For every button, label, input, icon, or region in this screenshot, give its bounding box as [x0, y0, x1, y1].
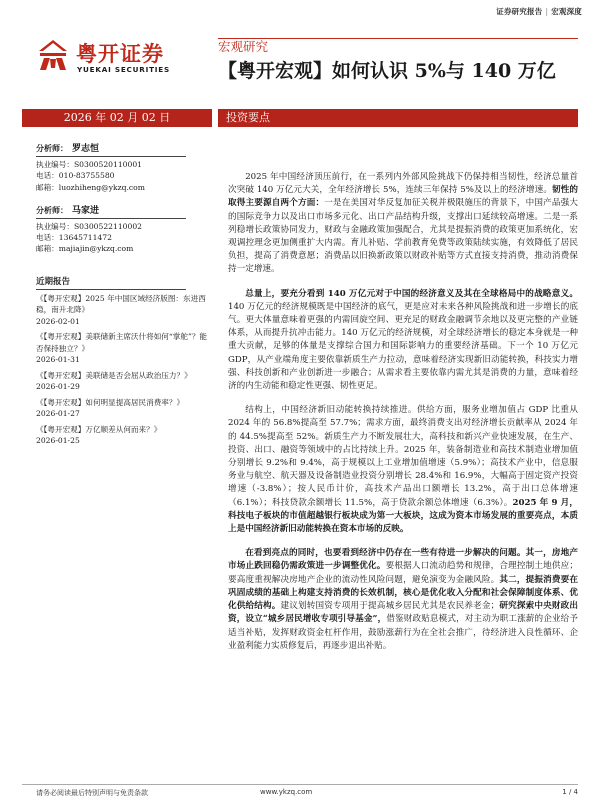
analyst-name: 马家进 [72, 205, 100, 216]
brand-logo [36, 38, 211, 78]
recent-report-item[interactable]: 《【粤开宏观】万亿顺差从何而来？》 2026-01-25 [36, 424, 162, 446]
analyst-header [36, 143, 186, 157]
recent-report-item[interactable]: 《【粤开宏观】2025 年中国区域经济版图：东进西稳，南升北降》 2026-02-01 [36, 293, 206, 326]
analyst-name: 罗志恒 [72, 144, 100, 154]
page-title: 【粤开宏观】如何认识 5%与 140 万亿 [218, 60, 556, 82]
analyst-card [36, 205, 212, 255]
analyst-label: 分析师： [36, 144, 68, 153]
footer-disclaimer[interactable]: 请务必阅读最后特别声明与免责条款 [36, 789, 148, 797]
recent-report-item[interactable]: 《【粤开宏观】如何明显提高居民消费率？》 2026-01-27 [36, 397, 185, 419]
footer-url[interactable]: www.ykzq.com [260, 788, 313, 796]
body-paragraph: 结构上，中国经济新旧动能转换持续推进。供给方面，服务业增加值占 GDP 比重从 2024 年的 56.8%提高至 57.7%；需求方面，最终消费支出对经济增长贡献率从 2024 年的 44.5%提高至 52%。新质生产力不断发展壮大，高科技和新兴产业快速发展，在生产、投资、出口、融资等领域中的占比持续上升。2025 年，装备制造业和高技术制造业增加值分别增长 9.2%和 9.4%，高于规模以上工业增加值增速（5.9%）；高技术产业中，信息服务业与航空、航天器及设备制造业投资分别增长 28.4%和 16.9%，大幅高于固定资产投资增速（-3.8%）；按人民币计价，高技术产品出口额增长 13.2%，高于出口总体增速（6.1%）；科技贷款余额增长 11.5%，高于贷款余额总体增速（6.3%）。2025 年 9 月，科技电子板块的市值超越银行板块成为第一大板块，这成为资本市场发展的重要亮点，本质上是中国经济新旧动能转换在资本市场的反映。 [228, 405, 578, 535]
recent-report-item[interactable]: 《【粤开宏观】美联储是否会屈从政治压力？》 2026-01-29 [36, 370, 192, 392]
analyst-cert: 执业编号：S0300520110001 [36, 160, 142, 170]
report-subtype: 宏观深度 [551, 7, 582, 16]
analyst-email[interactable]: 邮箱：luozhiheng@ykzq.com [36, 182, 145, 192]
footer-divider [22, 784, 578, 785]
recent-report-item[interactable]: 《【粤开宏观】美联储新主席沃什将如何“掌舵”？能否保持独立？》 2026-01-31 [36, 332, 208, 365]
recent-reports-heading: 近期报告 [36, 277, 186, 290]
section-heading: 投资要点 [218, 109, 578, 127]
tag-separator: | [545, 7, 549, 16]
report-category: 宏观研究 [218, 39, 269, 54]
body-paragraph: 2025 年中国经济顶压前行，在一系列内外部风险挑战下仍保持相当韧性，经济总量首次突破 140 万亿元大关，全年经济增长 5%，连续三年保持 5%及以上的经济增速。韧性的取得主要源自两个方面：一是在美国对华反复加征关税并极限施压的背景下，中国产品强大的国际竞争力以及出口市场多元化、出口产品结构升级，支撑出口延续较高增速。二是一系列稳增长政策协同发力，财政与金融政策加强配合，尤其是提振消费的政策更加系统化，宏观调控理念更加侧重扩大内需。育儿补贴、学前教育免费等政策陆续实施，有效降低了居民负担，提高了消费意愿；消费品以旧换新政策以财政补贴等方式直接支持消费，推动消费保持一定增速。 [228, 172, 578, 275]
report-date: 2026 年 02 月 02 日 [22, 109, 212, 127]
analyst-card [36, 143, 212, 193]
analyst-cert: 执业编号：S0300522110002 [36, 222, 142, 232]
sidebar [36, 135, 212, 451]
brand-name-cn: 粤开证券 [76, 42, 164, 66]
analyst-phone: 电话：13645711472 [36, 233, 112, 243]
analyst-header [36, 205, 186, 219]
brand-name-en: YUEKAI SECURITIES [77, 65, 170, 74]
header-divider [218, 38, 578, 39]
analyst-label: 分析师： [36, 205, 68, 215]
body-paragraph: 在看到亮点的同时，也要看到经济中仍存在一些有待进一步解决的问题。其一，房地产市场止跌回稳仍需政策进一步调整优化。要根据人口流动趋势和规律，合理控制土地供应；要高度重视解决房地产企业的流动性风险问题，避免演变为金融风险。其二，提振消费要在巩固成绩的基础上构建支持消费的长效机制，核心是优化收入分配和社会保障制度体系、优化供给结构。建议划转国资专项用于提高城乡居民尤其是农民养老金；研究探索中央财政出资，设立“城乡居民增收专项引导基金”，借鉴财政贴息模式，对主动为职工涨薪的企业给予适当补贴，发挥财政资金杠杆作用，鼓励涨薪行为在全社会推广，待经济进入良性循环、企业盈利能力实质修复后，再逐步退出补贴。 [228, 548, 578, 651]
page-number: 1 / 4 [562, 788, 578, 796]
report-type-tag [496, 6, 582, 17]
brand-mark-icon [36, 38, 70, 72]
body-paragraph: 总量上，要充分看到 140 万亿元对于中国的经济意义及其在全球格局中的战略意义。140 万亿元的经济规模既是中国经济的底气，更是应对未来各种风险挑战和进一步增长的底气。更大体量意味着更强的内需回旋空间、更充足的财政金融调节余地以及更完整的产业链体系，从而提升抗冲击能力。140 万亿元的经济规模，对全球经济增长的稳定本身就是一种重大贡献，足够的体量是支撑综合国力和国际影响力的重要经济基础。下一个 10 万亿元 GDP，从产业端角度主要依靠新质生产力拉动，意味着经济实现新旧动能转换，科技实力增强、科技创新和产业创新进一步融合；从需求看主要依靠内需尤其是消费的力量，意味着经济的内生动能和稳定性更强、韧性更足。 [228, 288, 578, 392]
report-type: 证券研究报告 [496, 7, 543, 16]
main-body [228, 171, 578, 664]
analyst-phone: 电话：010-83755580 [36, 171, 115, 181]
analyst-email[interactable]: 邮箱：majiajin@ykzq.com [36, 244, 134, 254]
